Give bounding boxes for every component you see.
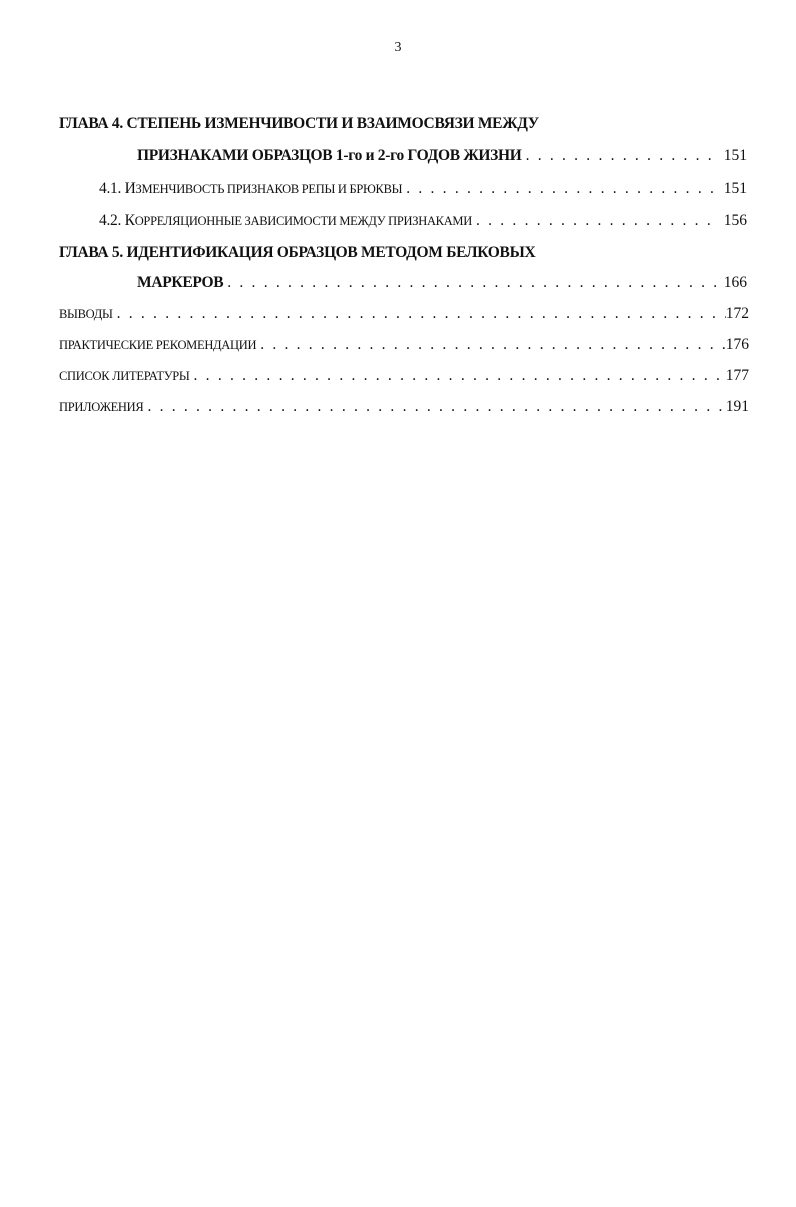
toc-entry-text <box>59 366 190 386</box>
leader-dots <box>260 335 726 355</box>
leader-dots <box>227 273 720 293</box>
toc-appendices <box>59 397 749 417</box>
toc-page-number: 172 <box>725 305 749 322</box>
toc-chapter-5-continuation <box>137 273 747 293</box>
toc-chapter-4-continuation <box>137 146 747 166</box>
leader-dots <box>117 304 726 324</box>
toc-chapter-4-title <box>59 114 749 134</box>
toc-entry-label: ВЫВОДЫ <box>59 307 113 321</box>
toc-chapter-5-title <box>59 243 749 263</box>
leader-dots <box>194 366 722 386</box>
toc-section-4-1 <box>99 179 747 199</box>
toc-entry-text: ПРИЗНАКАМИ ОБРАЗЦОВ 1-го и 2-го ГОДОВ ЖИЗНИ <box>137 147 522 164</box>
leader-dots <box>147 397 721 417</box>
section-title-rest: ЗМЕНЧИВОСТЬ ПРИЗНАКОВ РЕПЫ И БРЮКВЫ <box>135 182 403 196</box>
toc-page-number: 191 <box>725 398 749 415</box>
toc-entry-text <box>59 397 143 417</box>
toc-page-number: 177 <box>725 367 749 384</box>
section-number: 4.2. <box>99 212 122 229</box>
toc-page-number: 166 <box>723 274 747 291</box>
toc-section-4-2 <box>99 211 747 231</box>
leader-dots <box>406 179 720 199</box>
toc-entry-text: ГЛАВА 5. ИДЕНТИФИКАЦИЯ ОБРАЗЦОВ МЕТОДОМ БЕЛКОВЫХ <box>59 244 536 261</box>
toc-entry-label: СПИСОК ЛИТЕРАТУРЫ <box>59 369 190 383</box>
leader-dots <box>526 146 720 166</box>
page-number: 3 <box>394 40 402 55</box>
toc-references <box>59 366 749 386</box>
section-title-initial: И <box>124 180 136 197</box>
toc-page-number: 151 <box>723 147 747 164</box>
toc-conclusions <box>59 304 749 324</box>
toc-page-number: 151 <box>723 180 747 197</box>
section-title-rest: ОРРЕЛЯЦИОННЫЕ ЗАВИСИМОСТИ МЕЖДУ ПРИЗНАКАМИ <box>134 214 472 228</box>
toc-recommendations <box>59 335 749 355</box>
toc-page-number: 156 <box>723 212 747 229</box>
section-title-initial: К <box>124 212 135 229</box>
toc-entry-label: ПРАКТИЧЕСКИЕ РЕКОМЕНДАЦИИ <box>59 338 257 352</box>
toc-entry-text <box>99 179 402 199</box>
leader-dots <box>476 211 720 231</box>
toc-entry-text <box>59 304 113 324</box>
toc-entry-label: ПРИЛОЖЕНИЯ <box>59 400 144 414</box>
toc-entry-text <box>59 335 256 355</box>
toc-entry-text: ГЛАВА 4. СТЕПЕНЬ ИЗМЕНЧИВОСТИ И ВЗАИМОСВЯЗИ МЕЖДУ <box>59 115 539 132</box>
toc-entry-text <box>99 211 472 231</box>
section-number: 4.1. <box>99 180 122 197</box>
toc-page-number: 176 <box>725 336 749 353</box>
toc-entry-text: МАРКЕРОВ <box>137 274 224 291</box>
